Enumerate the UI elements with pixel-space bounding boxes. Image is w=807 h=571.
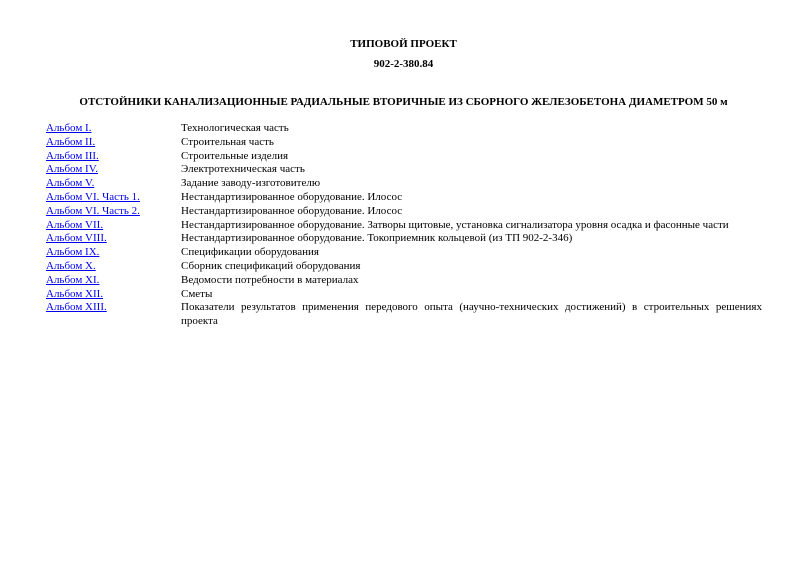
album-row-12 — [46, 274, 762, 288]
album-link-3[interactable]: Альбом III. — [46, 149, 99, 162]
album-desc-8: Нестандартизированное оборудование. Затворы щитовые, установка сигнализатора уровня осадка и фасонные части — [181, 218, 729, 231]
album-link-11[interactable]: Альбом X. — [46, 259, 96, 272]
album-desc-6: Нестандартизированное оборудование. Илосос — [181, 190, 403, 203]
album-desc-13: Сметы — [181, 287, 213, 300]
project-subject: ОТСТОЙНИКИ КАНАЛИЗАЦИОННЫЕ РАДИАЛЬНЫЕ ВТОРИЧНЫЕ ИЗ СБОРНОГО ЖЕЛЕЗОБЕТОНА ДИАМЕТРОМ 50 м — [79, 96, 728, 108]
album-row-11 — [46, 260, 762, 274]
document-title: ТИПОВОЙ ПРОЕКТ — [350, 38, 457, 50]
album-link-6[interactable]: Альбом VI. Часть 1. — [46, 190, 140, 203]
album-row-6 — [46, 191, 762, 205]
album-link-12[interactable]: Альбом XI. — [46, 273, 100, 286]
album-desc-9: Нестандартизированное оборудование. Токоприемник кольцевой (из ТП 902-2-346) — [181, 232, 573, 245]
album-desc-14: Показатели результатов применения передового опыта (научно-технических достижений) в строительных решениях проекта — [181, 301, 762, 328]
album-link-14[interactable]: Альбом XIII. — [46, 301, 107, 314]
album-row-9 — [46, 232, 762, 246]
album-row-3 — [46, 150, 762, 164]
album-row-13 — [46, 288, 762, 302]
album-link-5[interactable]: Альбом V. — [46, 177, 95, 190]
album-desc-5: Задание заводу-изготовителю — [181, 177, 321, 190]
album-list — [46, 122, 762, 329]
album-link-9[interactable]: Альбом VIII. — [46, 232, 107, 245]
album-desc-10: Спецификации оборудования — [181, 246, 319, 259]
album-row-5 — [46, 177, 762, 191]
album-row-14 — [46, 301, 762, 329]
album-desc-7: Нестандартизированное оборудование. Илосос — [181, 204, 403, 217]
album-desc-12: Ведомости потребности в материалах — [181, 273, 359, 286]
album-desc-2: Строительная часть — [181, 135, 274, 148]
album-row-2 — [46, 136, 762, 150]
album-desc-11: Сборник спецификаций оборудования — [181, 259, 361, 272]
album-row-8 — [46, 219, 762, 233]
album-row-10 — [46, 246, 762, 260]
album-link-1[interactable]: Альбом I. — [46, 122, 92, 134]
project-number: 902-2-380.84 — [373, 58, 434, 70]
album-desc-1: Технологическая часть — [181, 122, 289, 134]
album-link-13[interactable]: Альбом XII. — [46, 287, 104, 300]
album-link-8[interactable]: Альбом VII. — [46, 218, 104, 231]
album-row-4 — [46, 163, 762, 177]
album-desc-3: Строительные изделия — [181, 149, 289, 162]
album-row-1 — [46, 122, 762, 136]
album-link-2[interactable]: Альбом II. — [46, 135, 96, 148]
album-desc-4: Электротехническая часть — [181, 163, 305, 176]
album-link-10[interactable]: Альбом IX. — [46, 246, 100, 259]
album-link-7[interactable]: Альбом VI. Часть 2. — [46, 204, 140, 217]
album-link-4[interactable]: Альбом IV. — [46, 163, 98, 176]
album-row-7 — [46, 205, 762, 219]
